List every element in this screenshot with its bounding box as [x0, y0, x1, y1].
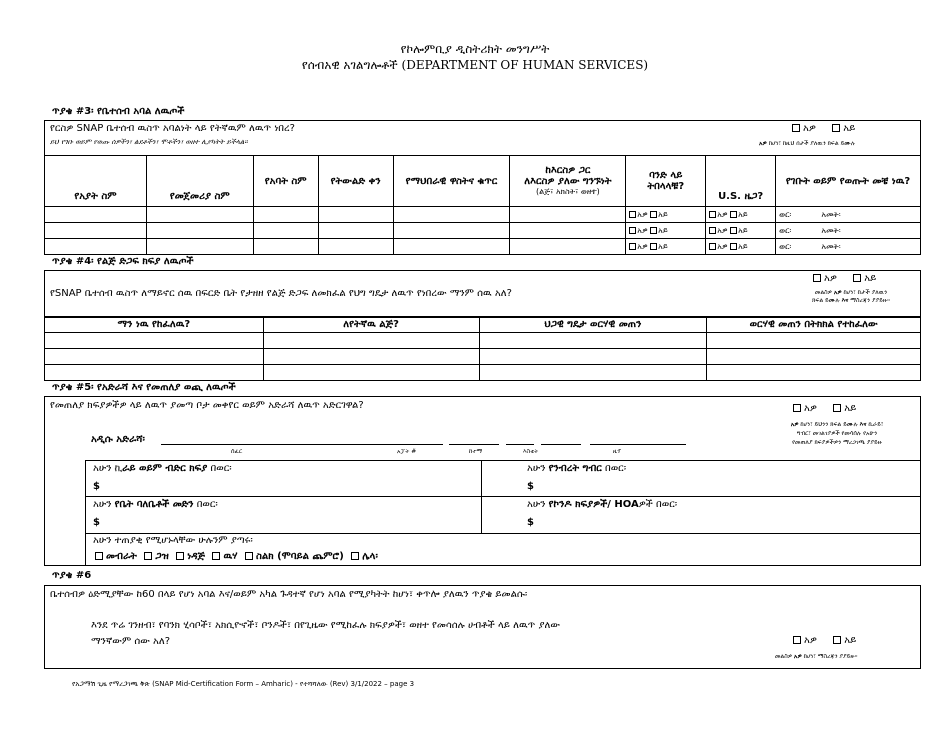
address-apt-caption: አፓት #: [397, 448, 417, 455]
q3-members-table: [44, 155, 921, 255]
phone-checkbox[interactable]: [245, 552, 253, 560]
cell-first-name[interactable]: [146, 223, 253, 239]
row-no-label: አይ: [658, 209, 668, 219]
cell-ssn[interactable]: [393, 223, 510, 239]
cell-ssn[interactable]: [393, 207, 510, 223]
table-row: [45, 239, 921, 255]
q4-no-checkbox[interactable]: [853, 274, 861, 282]
other-checkbox[interactable]: [351, 552, 359, 560]
cell-relationship[interactable]: [510, 223, 626, 239]
property-tax-label: አሁን የንብረት ግብር በወር፡: [527, 463, 627, 474]
row-no-label: አይ: [658, 241, 668, 251]
cell-ssn[interactable]: [393, 239, 510, 255]
q3-hint: ይህ የገቡ ወይም የወጡ ሰዎችን፣ ልደቶችን፣ ሞቶችን፣ ወዘተ ሊያካትት ይችላል።: [50, 138, 248, 146]
citizen-yes-label: አዎ: [717, 241, 728, 251]
q6-question-line1: እንደ ጥሬ ገንዘብ፣ የባንክ ሂሳቦች፣ አክሲዮኖች፣ ቦንዶች፣ በየጊዜው የሚከፈሉ ክፍያዎች፣ ወዘተ የመሳሰሉ ሀብቶች ላይ ለዉጥ ያለው: [91, 620, 560, 631]
col-actual-amount: ወርሃዊ መጠን በትክክል የተከፈለው: [707, 317, 921, 333]
cell-last-name[interactable]: [45, 207, 147, 223]
q6-no-checkbox[interactable]: [833, 636, 841, 644]
utilities-label: አሁን ተጠያቂ የሚሆኑላቸው ሁሉንም ያጣሩ፡: [93, 535, 253, 546]
agency-title: የኮሎምቢያ ዲስትሪክት መንግሥት: [400, 42, 550, 56]
cell-actual-amount[interactable]: [707, 349, 921, 365]
water-label: ዉሃ: [223, 551, 238, 562]
cell-birth-date[interactable]: [318, 239, 393, 255]
citizen-yes-checkbox[interactable]: [709, 211, 716, 218]
citizen-yes-label: አዎ: [717, 225, 728, 235]
row-yes-checkbox[interactable]: [629, 211, 636, 218]
citizen-yes-label: አዎ: [717, 209, 728, 219]
property-tax-dollar[interactable]: $: [527, 481, 534, 492]
cell-father-name[interactable]: [253, 223, 318, 239]
cell-which-child[interactable]: [263, 349, 479, 365]
q6-intro: ቤተሰብዎ ዕድሚያቸው ከ60 በላይ የሆነ አባል እና/ወይም አካል ጉዳተኛ የሆነ አባል የሚያካትት ከሆነ፣ ቀጥሎ ያለዉን ጥያቄ ይመልሱ፡: [50, 589, 528, 600]
cell-who-paid[interactable]: [45, 333, 264, 349]
citizen-yes-checkbox[interactable]: [709, 243, 716, 250]
col-which-child: ለየትኛዉ ልጅ?: [263, 317, 479, 333]
q6-note: መልስዎ አዎ ከሆነ፣ ማስረጃን ያያይዙ።: [775, 653, 858, 660]
col-ssn: የማህበራዊ ዋስትና ቁጥር: [393, 156, 510, 207]
cell-father-name[interactable]: [253, 207, 318, 223]
col-father-name: የአባት ስም: [253, 156, 318, 207]
q3-yes-label: አዎ: [803, 123, 816, 134]
citizen-no-checkbox[interactable]: [730, 243, 737, 250]
col-relationship-line1: ከእርስዎ ጋር: [545, 165, 591, 176]
month-label: ወር፡: [779, 225, 792, 235]
insurance-label: አሁን የቤት ባለቤቶች መድን በወር፡: [93, 499, 218, 510]
q3-no-label: አይ: [843, 123, 856, 134]
rent-label: አሁን ኪራይ ወይም ብድር ክፍያ በወር፡: [93, 463, 232, 474]
row-yes-label: አዎ: [637, 209, 648, 219]
cell-first-name[interactable]: [146, 239, 253, 255]
address-zip-caption: ዚፕ: [613, 448, 622, 455]
address-state-caption: እስቴት: [523, 448, 539, 455]
q5-section: [44, 396, 921, 566]
month-label: ወር፡: [779, 209, 792, 219]
col-who-paid: ማን ነዉ የከፈለዉ?: [45, 317, 264, 333]
q3-note: አዎ ከሆነ፣ ከዚህ በታች ያለዉን ክፍል ይሙሉ: [759, 140, 856, 147]
utilities-options: [95, 551, 378, 562]
cell-actual-amount[interactable]: [707, 333, 921, 349]
year-label: አመት፡: [821, 225, 841, 235]
condo-fees-label: አሁን የኮንዶ ክፍያዎች/ HOAዎች በወር፡: [527, 499, 678, 510]
water-checkbox[interactable]: [212, 552, 220, 560]
table-row: [45, 223, 921, 239]
citizen-no-label: አይ: [738, 241, 748, 251]
citizen-yes-checkbox[interactable]: [709, 227, 716, 234]
rent-dollar[interactable]: $: [93, 481, 100, 492]
insurance-dollar[interactable]: $: [93, 517, 100, 528]
fuel-label: ነዳጅ: [187, 551, 205, 562]
address-street-caption: ሰፈር: [231, 448, 243, 455]
address-street-line[interactable]: [161, 444, 443, 445]
year-label: አመት፡: [821, 241, 841, 251]
table-row: [45, 349, 921, 365]
col-relationship-line2: ለእርስዎ ያለው ግንኙነት: [524, 176, 612, 187]
other-label: ሌላ፡: [362, 551, 378, 562]
q4-note: መልስዎ አዎ ከሆነ፣ ከታች ያለዉን ክፍል ይሙሉ እና ማስረጃን ያያይዙ።: [812, 289, 890, 304]
table-row: [45, 333, 921, 349]
col-first-name: የመጀመሪያ ስም: [146, 156, 253, 207]
cell-legal-amount[interactable]: [479, 349, 707, 365]
cell-legal-amount[interactable]: [479, 333, 707, 349]
row-no-checkbox[interactable]: [650, 243, 657, 250]
q3-no-checkbox[interactable]: [832, 124, 840, 132]
cell-which-child[interactable]: [263, 365, 479, 381]
gas-checkbox[interactable]: [144, 552, 152, 560]
cell-father-name[interactable]: [253, 239, 318, 255]
q5-question: የመጠለያ ክፍያዎችዎ ላይ ለዉጥ ያመጣ ቦታ መቀየር ወይም አድራሻ ለዉጥ አድርገዋል?: [50, 400, 364, 411]
electricity-label: መብራት: [106, 551, 137, 562]
q6-question-line2: ማንኛውም ሰው አለ?: [91, 636, 171, 647]
address-city-caption: ከተማ: [469, 448, 483, 455]
citizen-no-checkbox[interactable]: [730, 227, 737, 234]
q6-title: ጥያቄ #6: [52, 570, 92, 581]
q6-no-label: አይ: [844, 635, 857, 646]
citizen-no-checkbox[interactable]: [730, 211, 737, 218]
cell-birth-date[interactable]: [318, 207, 393, 223]
cell-legal-amount[interactable]: [479, 365, 707, 381]
cell-last-name[interactable]: [45, 239, 147, 255]
q5-no-checkbox[interactable]: [833, 404, 841, 412]
cell-who-paid[interactable]: [45, 365, 264, 381]
row-no-checkbox[interactable]: [650, 227, 657, 234]
row-yes-checkbox[interactable]: [629, 243, 636, 250]
col-relationship: [510, 156, 626, 207]
gas-label: ጋዝ: [155, 551, 169, 562]
row-yes-label: አዎ: [637, 225, 648, 235]
q6-section: [44, 585, 921, 669]
condo-fees-dollar[interactable]: $: [527, 517, 534, 528]
row-no-label: አይ: [658, 225, 668, 235]
cell-birth-date[interactable]: [318, 223, 393, 239]
phone-label: ስልክ (ሞባይል ጨምሮ): [255, 551, 344, 562]
col-eat-together: ባንድ ላይ ትበላላቹ?: [626, 156, 706, 207]
cell-relationship[interactable]: [510, 207, 626, 223]
col-legal-amount: ህጋዊ ግዴታ ወርሃዊ መጠን: [479, 317, 707, 333]
row-yes-label: አዎ: [637, 241, 648, 251]
col-moved-date: የገቡት ወይም የወጡት መቼ ነዉ?: [776, 156, 921, 207]
fuel-checkbox[interactable]: [176, 552, 184, 560]
cell-who-paid[interactable]: [45, 349, 264, 365]
q6-yes-checkbox[interactable]: [793, 636, 801, 644]
electricity-checkbox[interactable]: [95, 552, 103, 560]
q3-title: ጥያቄ #3፡ የቤተሰብ አባል ለዉጦች: [52, 106, 185, 117]
row-no-checkbox[interactable]: [650, 211, 657, 218]
col-birth-date: የትውልድ ቀን: [318, 156, 393, 207]
year-label: አመት፡: [821, 209, 841, 219]
col-us-citizen: U.S. ዜጋ?: [706, 156, 776, 207]
citizen-no-label: አይ: [738, 225, 748, 235]
cell-last-name[interactable]: [45, 223, 147, 239]
department-title: የሰብአዊ አገልግሎቶች (DEPARTMENT OF HUMAN SERVICES): [301, 58, 649, 72]
q5-title: ጥያቄ #5፡ የአድራሻ እና የመጠለያ ወጪ ለዉጦች: [52, 382, 236, 393]
q5-yes-checkbox[interactable]: [793, 404, 801, 412]
address-apt-line[interactable]: [449, 444, 499, 445]
q4-no-label: አይ: [864, 273, 877, 284]
cell-which-child[interactable]: [263, 333, 479, 349]
month-label: ወር፡: [779, 241, 792, 251]
address-state-line[interactable]: [541, 444, 581, 445]
col-relationship-sub: (ልጅ፣ አክስት፣ ወዘተ): [535, 187, 600, 196]
q4-yes-checkbox[interactable]: [813, 274, 821, 282]
col-last-name: የአያት ስም: [45, 156, 147, 207]
cell-actual-amount[interactable]: [707, 365, 921, 381]
table-row: [45, 365, 921, 381]
q5-yes-label: አዎ: [804, 403, 817, 414]
q6-yes-label: አዎ: [804, 635, 817, 646]
citizen-no-label: አይ: [738, 209, 748, 219]
q5-note: አዎ ከሆነ፣ ይህንን ክፍል ይሙሉ እና ኪራይ፣ ግብር፣ መገልገያዎች የመሳሰሉ የአሁን የመጠለያ ክፍያዎችዎን ማረጋገጫ ያያይዙ: [790, 421, 884, 446]
q4-support-table: [44, 316, 921, 381]
cell-relationship[interactable]: [510, 239, 626, 255]
cell-first-name[interactable]: [146, 207, 253, 223]
q4-section: [44, 270, 921, 318]
q4-question: የSNAP ቤተሰብ ዉስጥ ለማይኖር ሰዉ በፍርድ ቤት የታዘዘ የልጅ ድጋፍ ለመክፈል የህግ ግዴታ ለዉጥ የነበረው ማንም ሰዉ አለ?: [50, 288, 512, 299]
table-row: [45, 207, 921, 223]
q4-yes-label: አዎ: [824, 273, 837, 284]
row-yes-checkbox[interactable]: [629, 227, 636, 234]
q4-title: ጥያቄ #4፡ የልጅ ድጋፍ ክፍያ ለዉጦች: [52, 256, 194, 267]
q5-no-label: አይ: [844, 403, 857, 414]
address-zip-line[interactable]: [590, 444, 686, 445]
address-city-line[interactable]: [506, 444, 534, 445]
new-address-label: አዲሱ አድራሻ፡: [91, 434, 145, 445]
q3-question: የርስዎ SNAP ቤተሰብ ዉስጥ አባልነት ላይ የትኛዉም ለዉጥ ነበረ?: [50, 123, 295, 134]
q3-yes-checkbox[interactable]: [792, 124, 800, 132]
footer-text: የአጋማሽ ጊዜ የማረጋገጫ ቅጽ (SNAP Mid-Certification Form – Amharic) - የተሻሻለው (Rev) 3/1/2022 – page 3: [72, 680, 415, 688]
